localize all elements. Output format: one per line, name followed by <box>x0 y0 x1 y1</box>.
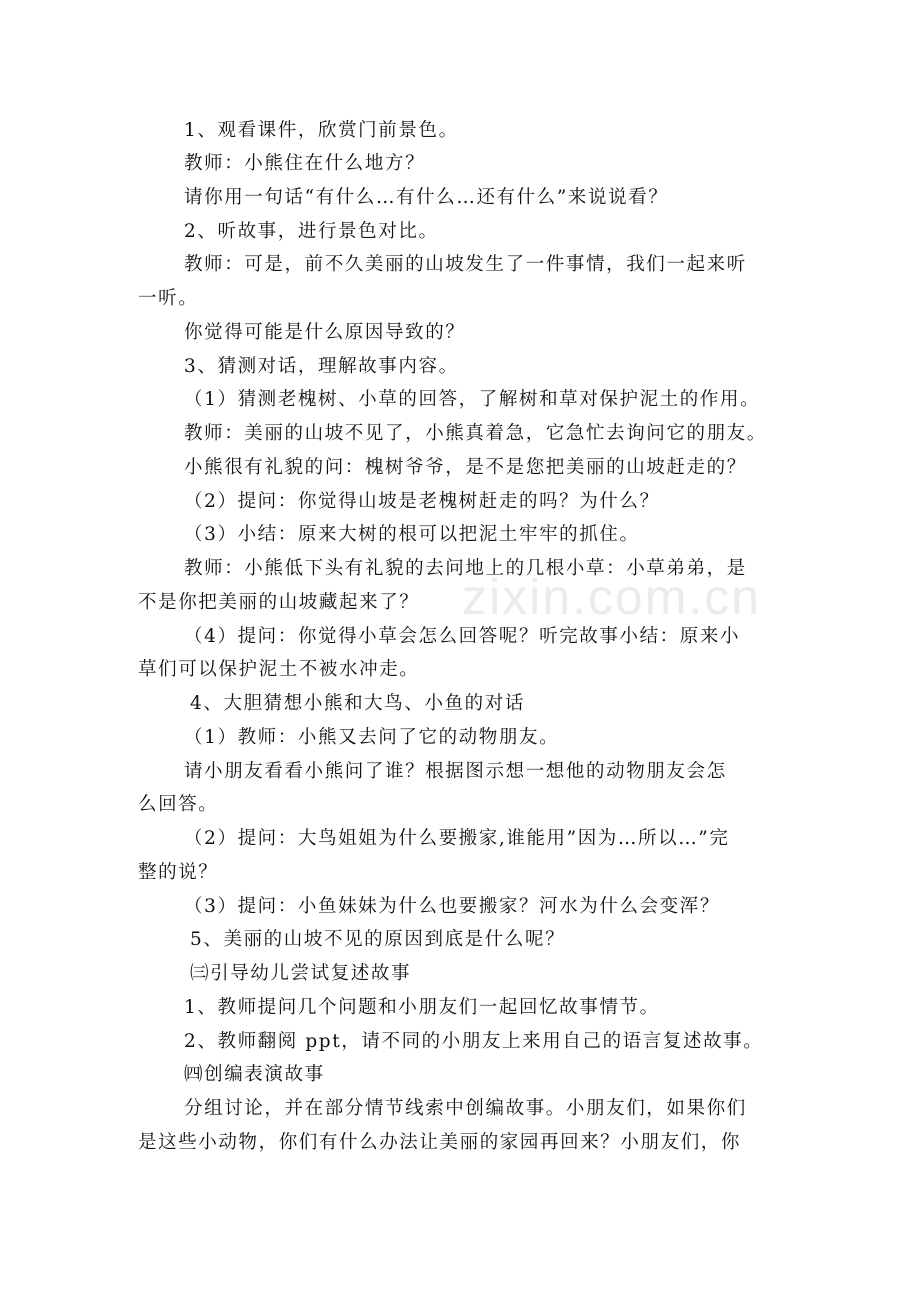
text-line: 分组讨论，并在部分情节线索中创编故事。小朋友们，如果你们 <box>184 1098 747 1119</box>
text-line: 教师：小熊低下头有礼貌的去问地上的几根小草：小草弟弟，是 <box>184 558 747 579</box>
text-line: 你觉得可能是什么原因导致的？ <box>184 322 466 343</box>
text-line: （2）提问：你觉得山坡是老槐树赶走的吗？为什么？ <box>184 491 660 512</box>
text-line: （3）小结：原来大树的根可以把泥土牢牢的抓住。 <box>184 524 640 545</box>
text-line: 草们可以保护泥土不被水冲走。 <box>138 659 420 680</box>
text-line: ㈢引导幼儿尝试复述故事 <box>190 963 412 984</box>
text-line: （2）提问：大鸟姐姐为什么要搬家,谁能用”因为…所以…”完 <box>184 828 730 849</box>
text-line: 1、观看课件，欣赏门前景色。 <box>184 120 459 141</box>
text-line: ㈣创编表演故事 <box>184 1064 325 1085</box>
text-line: （4）提问：你觉得小草会怎么回答呢？听完故事小结：原来小 <box>184 626 741 647</box>
text-line: （3）提问：小鱼妹妹为什么也要搬家？河水为什么会变浑？ <box>184 896 720 917</box>
text-line: 教师：美丽的山坡不见了，小熊真着急，它急忙去询问它的朋友。 <box>184 423 767 444</box>
text-line: 2、听故事，进行景色对比。 <box>184 221 439 242</box>
text-line: 5、美丽的山坡不见的原因到底是什么呢？ <box>190 929 566 950</box>
text-line: 教师：小熊住在什么地方？ <box>184 153 426 174</box>
text-line: 整的说？ <box>138 862 219 883</box>
text-line: （1）教师：小熊又去问了它的动物朋友。 <box>184 727 560 748</box>
text-line: 3、猜测对话，理解故事内容。 <box>184 356 459 377</box>
text-line: 是这些小动物，你们有什么办法让美丽的家园再回来？小朋友们，你 <box>138 1132 742 1153</box>
text-line: 小熊很有礼貌的问：槐树爷爷，是不是您把美丽的山坡赶走的？ <box>184 457 747 478</box>
watermark: zixin.com.cn <box>462 569 762 625</box>
text-line: 1、教师提问几个问题和小朋友们一起回忆故事情节。 <box>184 997 660 1018</box>
text-line: 么回答。 <box>138 794 219 815</box>
text-line: 请小朋友看看小熊问了谁？根据图示想一想他的动物朋友会怎 <box>184 761 727 782</box>
text-line: 一听。 <box>138 288 199 309</box>
text-line: 不是你把美丽的山坡藏起来了？ <box>138 592 420 613</box>
text-line: 2、教师翻阅 ppt，请不同的小朋友上来用自己的语言复述故事。 <box>184 1031 764 1052</box>
text-line: 4、大胆猜想小熊和大鸟、小鱼的对话 <box>190 693 525 714</box>
text-line: 请你用一句话“有什么…有什么…还有什么”来说说看？ <box>184 187 669 208</box>
text-line: （1）猜测老槐树、小草的回答，了解树和草对保护泥土的作用。 <box>184 389 761 410</box>
text-line: 教师：可是，前不久美丽的山坡发生了一件事情，我们一起来听 <box>184 254 747 275</box>
